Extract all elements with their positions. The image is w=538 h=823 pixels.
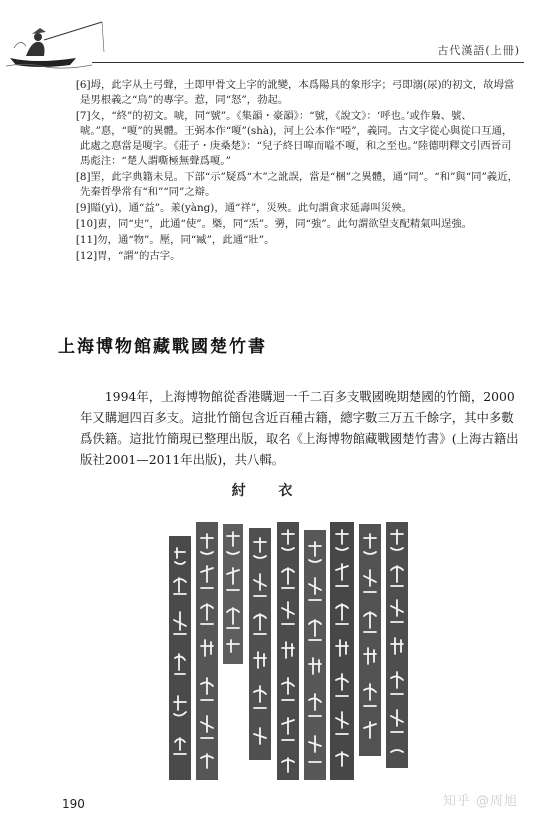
bamboo-slips-image [165,508,412,780]
note-7: [7]夂，“終”的初文。唬，同“號”。《集韻・豪韻》：“號，《說文》：‘呼也。’或作梟、號、唬。”惪，“嗄”的異體。王弼本作“嗄”(shà)，河上公本作“啞”，義同。古文字從心與從口互通，此處之惪當是嗄字。《莊子・庚桑楚》：“兒子終日嗥而嗌不嗄，和之至也。”陸德明釋文引西晉司馬彪注：“楚人謂嘶極無聲爲嗄。” [75,110,513,167]
note-11: [11]勿，通“物”。壓，同“臧”，此通“壯”。 [75,234,275,246]
section-paragraph: 1994年，上海博物館從香港購迴一千二百多支戰國晚期楚國的竹簡，2000年又購迴四百多支。這批竹簡包含近百種古籍，總字數三万五千餘字，其中多數爲佚籍。這批竹簡現已整理出版，取名《上海博物館藏戰國楚竹書》(上海古籍出版社2001—2011年出版)，共八輯。 [80,389,519,468]
note-8: [8]罣，此字典籍未見。下部“示”疑爲“木”之訛誤，當是“梱”之異體，通“同”。“和”與“同”義近，先秦哲學常有“和”“同”之辯。 [75,171,518,198]
note-9: [9]賹(yì)，通“益”。羕(yàng)，通“祥”，災殃。此句謂貪求延壽叫災殃。 [75,202,412,214]
figure-title: 紂 衣 [231,483,307,499]
section-title: 上海博物館藏戰國楚竹書 [58,337,267,357]
note-10: [10]叀，同“史”，此通“使”。槩，同“炁”。勥，同“強”。此句謂欲望支配精氣叫逞強。 [75,218,473,230]
page-number: 190 [62,797,85,811]
running-header: 古代漢語(上冊) [437,44,520,57]
watermark: 知乎 @周旭 [442,794,518,809]
notes-section [75,78,520,265]
note-12: [12]胃，“謂”的古字。 [75,250,181,262]
note-6: [6]坶，此字从土弓聲，土即甲骨文上字的訛變，本爲陽具的象形字；弓即溺(尿)的初文，故坶當是男根義之“鳥”的專字。惹，同“怒”，勃起。 [75,79,515,106]
header-rule [92,62,524,63]
